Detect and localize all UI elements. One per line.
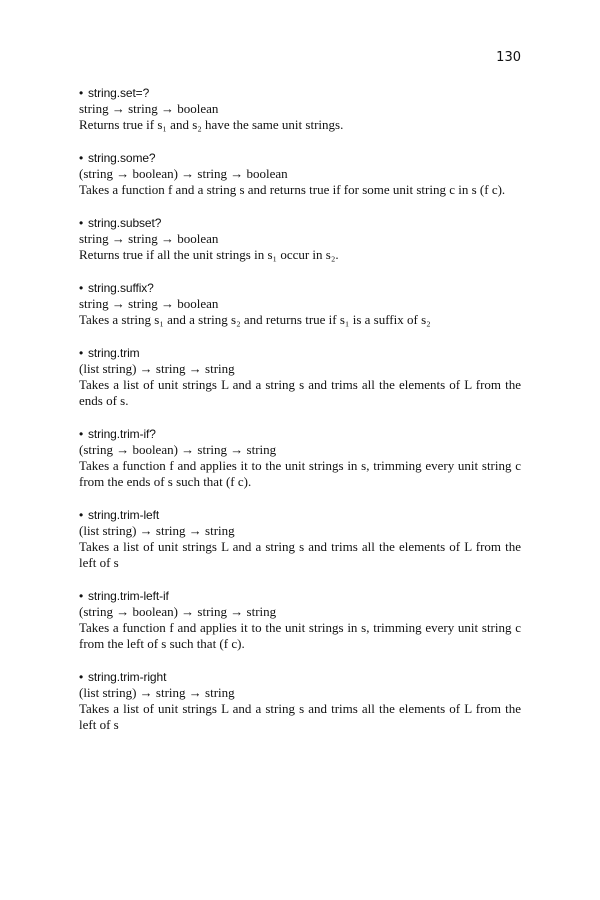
entry-name xyxy=(79,426,521,442)
entry-description: Takes a list of unit strings L and a string s and trims all the elements of L from the left of s xyxy=(79,539,521,570)
entry-name xyxy=(79,85,521,101)
entry-description: Takes a list of unit strings L and a string s and trims all the elements of L from the ends of s. xyxy=(79,377,521,408)
bullet-icon: • xyxy=(79,86,84,100)
entry-signature: (string → boolean) → string → boolean xyxy=(79,166,288,181)
entry-string-trim-left xyxy=(79,507,521,571)
entry-signature: (list string) → string → string xyxy=(79,361,235,376)
entry-name xyxy=(79,507,521,523)
entry-name-text: string.trim-left xyxy=(88,508,160,522)
entry-string-suffix xyxy=(79,280,521,328)
entry-name-text: string.some? xyxy=(88,151,156,165)
entry-string-some xyxy=(79,150,521,198)
entry-name xyxy=(79,150,521,166)
entry-string-trim-left-if xyxy=(79,588,521,652)
entry-name xyxy=(79,215,521,231)
entry-signature: (list string) → string → string xyxy=(79,685,235,700)
bullet-icon: • xyxy=(79,427,84,441)
bullet-icon: • xyxy=(79,151,84,165)
bullet-icon: • xyxy=(79,346,84,360)
entry-signature: string → string → boolean xyxy=(79,101,219,116)
bullet-icon: • xyxy=(79,216,84,230)
entry-name-text: string.set=? xyxy=(88,86,150,100)
entry-name xyxy=(79,588,521,604)
entry-string-subset xyxy=(79,215,521,263)
entry-name-text: string.suffix? xyxy=(88,281,154,295)
entry-name xyxy=(79,669,521,685)
entry-name-text: string.trim-left-if xyxy=(88,589,169,603)
bullet-icon: • xyxy=(79,589,84,603)
entry-name-text: string.subset? xyxy=(88,216,162,230)
entry-description: Returns true if s₁ and s₂ have the same unit strings. xyxy=(79,117,344,132)
entry-signature: (list string) → string → string xyxy=(79,523,235,538)
entry-description: Takes a list of unit strings L and a string s and trims all the elements of L from the left of s xyxy=(79,701,521,732)
page-number: 130 xyxy=(496,50,521,65)
entry-description: Takes a string s₁ and a string s₂ and returns true if s₁ is a suffix of s₂ xyxy=(79,312,431,327)
entry-name xyxy=(79,345,521,361)
entry-string-trim-right xyxy=(79,669,521,733)
entry-signature: string → string → boolean xyxy=(79,296,219,311)
entry-description: Takes a function f and a string s and returns true if for some unit string c in s (f c). xyxy=(79,182,506,197)
entry-description: Takes a function f and applies it to the unit strings in s, trimming every unit string c from the ends of s such that (f c). xyxy=(79,458,521,489)
bullet-icon: • xyxy=(79,508,84,522)
function-reference-list xyxy=(79,85,521,750)
entry-string-set-equal xyxy=(79,85,521,133)
entry-string-trim-if xyxy=(79,426,521,490)
bullet-icon: • xyxy=(79,670,84,684)
entry-description: Returns true if all the unit strings in s₁ occur in s₂. xyxy=(79,247,339,262)
entry-name-text: string.trim xyxy=(88,346,140,360)
entry-signature: string → string → boolean xyxy=(79,231,219,246)
entry-name-text: string.trim-right xyxy=(88,670,167,684)
entry-signature: (string → boolean) → string → string xyxy=(79,604,277,619)
bullet-icon: • xyxy=(79,281,84,295)
entry-name xyxy=(79,280,521,296)
entry-string-trim xyxy=(79,345,521,409)
entry-description: Takes a function f and applies it to the unit strings in s, trimming every unit string c from the left of s such that (f c). xyxy=(79,620,521,651)
entry-name-text: string.trim-if? xyxy=(88,427,156,441)
entry-signature: (string → boolean) → string → string xyxy=(79,442,277,457)
